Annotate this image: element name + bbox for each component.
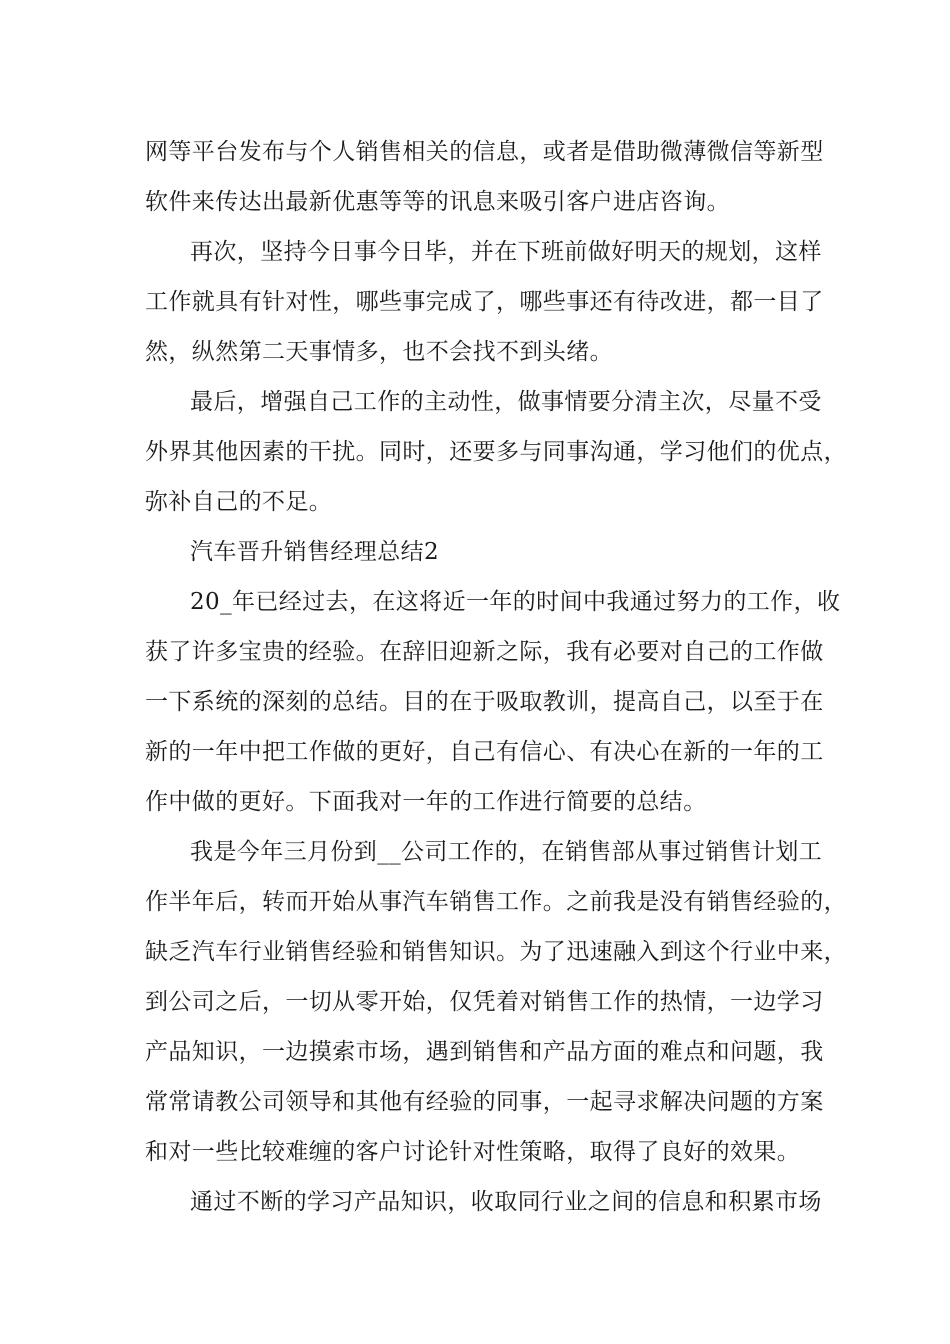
text-line-13: 新的一年中把工作做的更好，自己有信心、有决心在新的一年的工 bbox=[145, 739, 824, 765]
text-line-16: 作半年后，转而开始从事汽车销售工作。之前我是没有销售经验的， bbox=[145, 889, 847, 915]
text-line-18: 到公司之后，一切从零开始，仅凭着对销售工作的热情，一边学习 bbox=[145, 989, 824, 1015]
text-line-1: 网等平台发布与个人销售相关的信息，或者是借助微薄微信等新型 bbox=[145, 139, 824, 165]
text-line-8: 弥补自己的不足。 bbox=[145, 489, 333, 515]
text-line-4: 工作就具有针对性，哪些事完成了，哪些事还有待改进，都一目了 bbox=[145, 289, 824, 315]
text-line-11: 获了许多宝贵的经验。在辞旧迎新之际，我有必要对自己的工作做 bbox=[145, 639, 824, 665]
text-line-21: 和对一些比较难缠的客户讨论针对性策略，取得了良好的效果。 bbox=[145, 1139, 801, 1165]
text-line-15: 我是今年三月份到__公司工作的，在销售部从事过销售计划工 bbox=[190, 839, 823, 865]
text-line-19: 产品知识，一边摸索市场，遇到销售和产品方面的难点和问题，我 bbox=[145, 1039, 824, 1065]
text-line-6: 最后，增强自己工作的主动性，做事情要分清主次，尽量不受 bbox=[190, 389, 822, 415]
text-line-7: 外界其他因素的干扰。同时，还要多与同事沟通，学习他们的优点， bbox=[145, 439, 847, 465]
text-line-22: 通过不断的学习产品知识，收取同行业之间的信息和积累市场 bbox=[190, 1189, 822, 1215]
text-line-10: 20_年已经过去，在这将近一年的时间中我通过努力的工作，收 bbox=[190, 589, 841, 615]
text-line-5: 然，纵然第二天事情多，也不会找不到头绪。 bbox=[145, 339, 613, 365]
section-heading: 汽车晋升销售经理总结2 bbox=[190, 539, 440, 565]
text-line-20: 常常请教公司领导和其他有经验的同事，一起寻求解决问题的方案 bbox=[145, 1089, 824, 1115]
text-line-2: 软件来传达出最新优惠等等的讯息来吸引客户进店咨询。 bbox=[145, 189, 730, 215]
text-line-12: 一下系统的深刻的总结。目的在于吸取教训，提高自己，以至于在 bbox=[145, 689, 824, 715]
text-line-14: 作中做的更好。下面我对一年的工作进行简要的总结。 bbox=[145, 789, 707, 815]
text-line-3: 再次，坚持今日事今日毕，并在下班前做好明天的规划，这样 bbox=[190, 239, 822, 265]
text-line-17: 缺乏汽车行业销售经验和销售知识。为了迅速融入到这个行业中来， bbox=[145, 939, 847, 965]
